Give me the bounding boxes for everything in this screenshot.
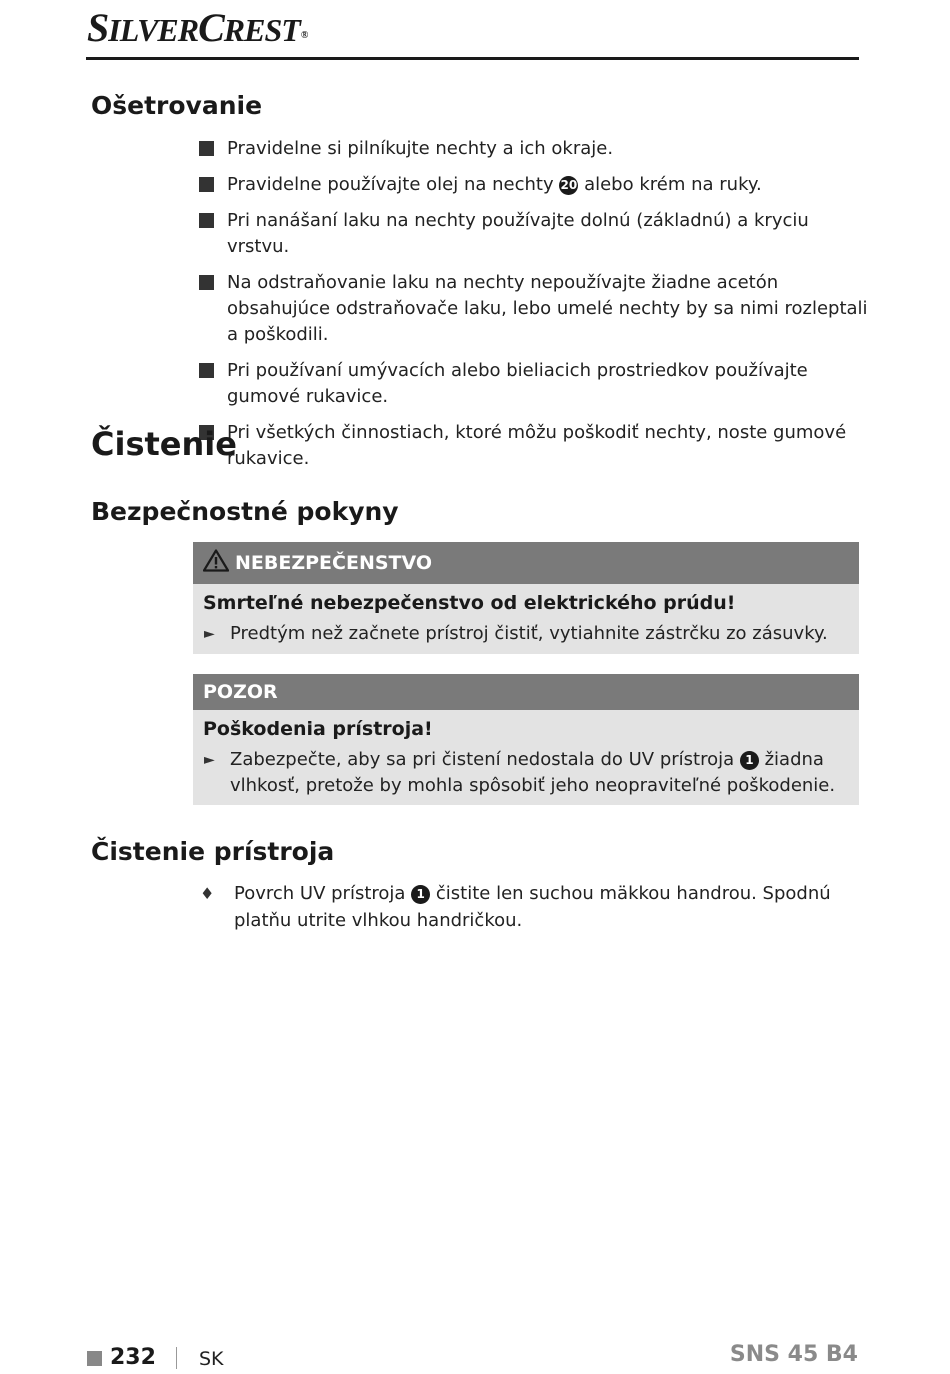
list-item: Pri všetkých činnostiach, ktoré môžu poškodiť nechty, noste gumové rukavice. (199, 420, 869, 472)
list-item: Pravidelne si pilníkujte nechty a ich okraje. (199, 136, 869, 162)
arrow-right-icon: ► (204, 752, 215, 768)
brand-logo (87, 6, 307, 52)
bullet-square-icon (199, 177, 214, 192)
bullet-square-icon (199, 213, 214, 228)
page-number: 232 (110, 1345, 156, 1370)
bullet-square-icon (199, 275, 214, 290)
danger-subtitle: Smrteľné nebezpečenstvo od elektrického prúdu! (203, 592, 736, 614)
device-cleaning-title: Čistenie prístroja (91, 837, 335, 866)
language-code: SK (199, 1348, 224, 1370)
danger-header (193, 542, 859, 584)
list-item: Pravidelne používajte olej na nechty 20 alebo krém na ruky. (199, 172, 869, 198)
device-cleaning-list (200, 880, 860, 934)
caution-label: POZOR (203, 681, 278, 703)
logo-letters-ilver: ILVER (108, 12, 199, 48)
diamond-bullet-icon: ♦ (200, 884, 215, 903)
logo-letters-rest: REST (223, 12, 300, 48)
part-ref-badge: 20 (559, 176, 578, 195)
list-item: Na odstraňovanie laku na nechty nepoužívajte žiadne acetón obsahujúce odstraňovače laku, lebo umelé nechty by sa nimi rozleptali a poškodili. (199, 270, 869, 348)
warning-triangle-icon (203, 549, 229, 577)
registered-mark: ® (300, 30, 308, 41)
list-item: Pri používaní umývacích alebo bieliacich prostriedkov používajte gumové rukavice. (199, 358, 869, 410)
logo-letter-s: S (87, 5, 109, 50)
footer-separator (176, 1347, 177, 1369)
safety-title: Bezpečnostné pokyny (91, 497, 399, 526)
danger-box (193, 542, 859, 654)
danger-label: NEBEZPEČENSTVO (235, 552, 433, 574)
header-rule (86, 57, 859, 60)
care-list (199, 136, 869, 482)
caution-header (193, 674, 859, 710)
arrow-right-icon: ► (204, 626, 215, 642)
list-item: Pri nanášaní laku na nechty používajte dolnú (základnú) a kryciu vrstvu. (199, 208, 869, 260)
bullet-square-icon (199, 363, 214, 378)
part-ref-badge: 1 (411, 885, 430, 904)
list-item: ♦ Povrch UV prístroja 1 čistite len suchou mäkkou handrou. Spodnú platňu utrite vlhkou handričkou. (200, 880, 860, 934)
footer-square-icon (87, 1351, 102, 1366)
danger-instruction: ► Predtým než začnete prístroj čistiť, vytiahnite zástrčku zo zásuvky. (193, 618, 859, 647)
care-title: Ošetrovanie (91, 91, 263, 120)
logo-letter-c: C (198, 5, 224, 50)
model-number: SNS 45 B4 (729, 1342, 858, 1367)
caution-box (193, 674, 859, 805)
caution-subtitle: Poškodenia prístroja! (203, 718, 433, 740)
cleaning-title: Čistenie (91, 425, 237, 463)
part-ref-badge: 1 (740, 751, 759, 770)
bullet-square-icon (199, 141, 214, 156)
caution-instruction: ► Zabezpečte, aby sa pri čistení nedostala do UV prístroja 1 žiadna vlhkosť, pretože by mohla spôsobiť jeho neopraviteľné poškodenie. (204, 749, 836, 796)
